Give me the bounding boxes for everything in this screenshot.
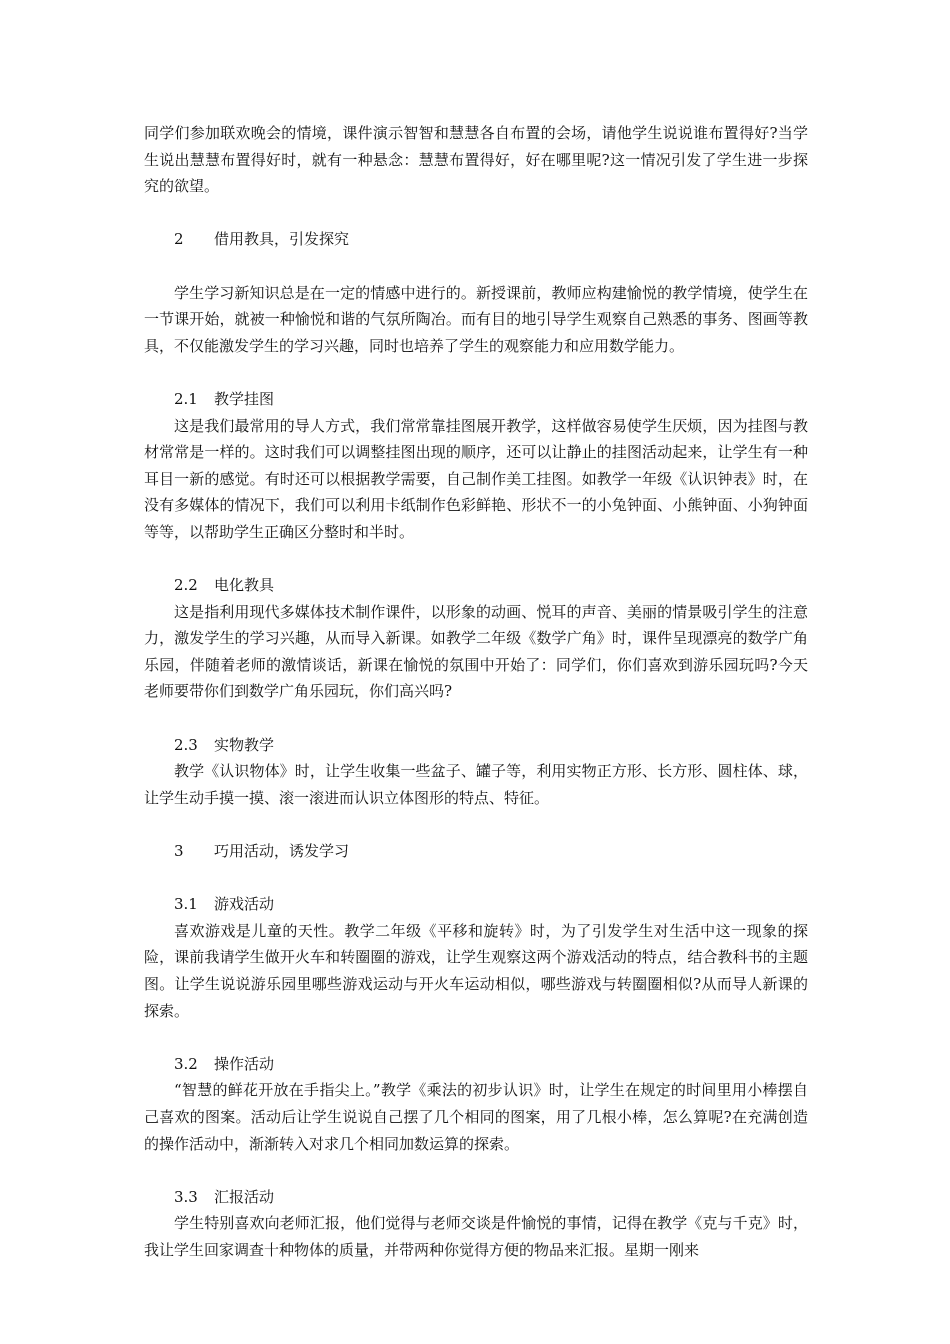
paragraph-section-3-3: 学生特别喜欢向老师汇报，他们觉得与老师交谈是件愉悦的事情，记得在教学《克与千克》时，我让学生回家调查十种物体的质量，并带两种你觉得方便的物品来汇报。星期一刚来 bbox=[144, 1214, 808, 1259]
section-number: 2.2 bbox=[174, 576, 198, 595]
section-heading-2-2 bbox=[144, 572, 808, 599]
paragraph-section-3-2: “智慧的鲜花开放在手指尖上。”教学《乘法的初步认识》时，让学生在规定的时间里用小棒摆自己喜欢的图案。活动后让学生说说自己摆了几个相同的图案，用了几根小棒，怎么算呢?在充满创造的操作活动中，渐渐转入对求几个相同加数运算的探索。 bbox=[144, 1081, 808, 1153]
paragraph-intro-continued: 同学们参加联欢晚会的情境，课件演示智智和慧慧各自布置的会场，请他学生说说谁布置得好?当学生说出慧慧布置得好时，就有一种悬念：慧慧布置得好，好在哪里呢?这一情况引发了学生进一步探究的欲望。 bbox=[144, 124, 808, 196]
section-number: 3.1 bbox=[174, 895, 198, 914]
paragraph-section-3-1: 喜欢游戏是儿童的天性。教学二年级《平移和旋转》时，为了引发学生对生活中这一现象的探险，课前我请学生做开火车和转圈圈的游戏，让学生观察这两个游戏活动的特点，结合教科书的主题图。让学生说说游乐园里哪些游戏运动与开火车运动相似，哪些游戏与转圈圈相似?从而导人新课的探索。 bbox=[144, 921, 808, 1020]
paragraph-section-2-2: 这是指利用现代多媒体技术制作课件，以形象的动画、悦耳的声音、美丽的情景吸引学生的注意力，激发学生的学习兴趣，从而导入新课。如教学二年级《数学广角》时，课件呈现漂亮的数学广角乐园，伴随着老师的激情谈话，新课在愉悦的氛围中开始了：同学们，你们喜欢到游乐园玩吗?今天老师要带你们到数学广角乐园玩，你们高兴吗? bbox=[144, 602, 808, 701]
section-heading-3 bbox=[144, 838, 808, 865]
section-number: 3.3 bbox=[174, 1187, 198, 1206]
section-heading-3-3 bbox=[144, 1184, 808, 1211]
section-heading-2-3 bbox=[144, 732, 808, 759]
paragraph-section-2-3: 教学《认识物体》时，让学生收集一些盆子、罐子等，利用实物正方形、长方形、圆柱体、球，让学生动手摸一摸、滚一滚进而认识立体图形的特点、特征。 bbox=[144, 762, 808, 807]
section-title: 教学挂图 bbox=[214, 389, 275, 408]
section-number: 2 bbox=[174, 230, 184, 249]
section-title: 巧用活动，诱发学习 bbox=[214, 842, 350, 861]
section-title: 借用教具，引发探究 bbox=[214, 230, 350, 249]
section-number: 3 bbox=[174, 842, 184, 861]
section-heading-2-1 bbox=[144, 386, 808, 413]
section-heading-2 bbox=[144, 226, 808, 253]
section-title: 汇报活动 bbox=[214, 1187, 275, 1206]
section-heading-3-1 bbox=[144, 891, 808, 918]
paragraph-section-2: 学生学习新知识总是在一定的情感中进行的。新授课前，教师应构建愉悦的教学情境，使学生在一节课开始，就被一种愉悦和谐的气氛所陶冶。而有目的地引导学生观察自己熟悉的事务、图画等教具，不仅能激发学生的学习兴趣，同时也培养了学生的观察能力和应用数学能力。 bbox=[144, 283, 808, 355]
section-title: 游戏活动 bbox=[214, 895, 275, 914]
section-number: 2.1 bbox=[174, 389, 198, 408]
section-number: 3.2 bbox=[174, 1054, 198, 1073]
document-body bbox=[144, 120, 808, 1264]
section-title: 电化教具 bbox=[214, 576, 275, 595]
section-title: 实物教学 bbox=[214, 735, 275, 754]
section-number: 2.3 bbox=[174, 735, 198, 754]
section-heading-3-2 bbox=[144, 1051, 808, 1078]
section-title: 操作活动 bbox=[214, 1054, 275, 1073]
paragraph-section-2-1: 这是我们最常用的导人方式，我们常常靠挂图展开教学，这样做容易使学生厌烦，因为挂图与教材常常是一样的。这时我们可以调整挂图出现的顺序，还可以让静止的挂图活动起来，让学生有一种耳目一新的感觉。有时还可以根据教学需要，自己制作美工挂图。如教学一年级《认识钟表》时，在没有多媒体的情况下，我们可以利用卡纸制作色彩鲜艳、形状不一的小兔钟面、小熊钟面、小狗钟面等等，以帮助学生正确区分整时和半时。 bbox=[144, 416, 808, 541]
